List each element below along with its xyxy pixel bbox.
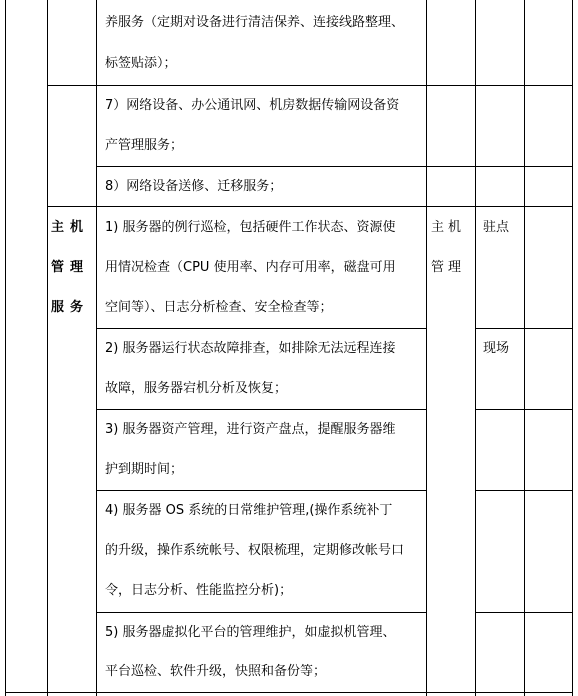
table-column-divider (96, 0, 97, 696)
row-text-line: 护到期时间； (105, 462, 184, 477)
row-text-line: 养服务（定期对设备进行清洁保养、连接线路整理、 (105, 15, 405, 30)
row-text-line: 的升级，操作系统帐号、权限梳理，定期修改帐号口 (105, 543, 405, 558)
row-text-line: 8）网络设备送修、迁移服务； (105, 179, 283, 194)
row-divider (47, 85, 96, 86)
row-divider (475, 490, 573, 491)
row-text-line: 4) 服务器 OS 系统的日常维护管理,(操作系统补丁 (105, 503, 393, 518)
row-text-line: 故障，服务器宕机分析及恢复； (105, 381, 288, 396)
category-label: 管理 (51, 260, 90, 275)
row-divider (475, 612, 573, 613)
row-text-line: 3) 服务器资产管理，进行资产盘点，提醒服务器维 (105, 422, 396, 437)
table-column-divider (475, 0, 476, 696)
table-column-divider (524, 0, 525, 696)
category-label: 主机 (51, 220, 90, 235)
service-mode-label: 现场 (483, 341, 510, 356)
row-text-line: 令，日志分析、性能监控分析)； (105, 583, 293, 598)
service-mode-label: 驻点 (483, 220, 510, 235)
row-text-line: 用情况检查（CPU 使用率、内存可用率，磁盘可用 (105, 260, 396, 275)
row-text-line: 7）网络设备、办公通讯网、机房数据传输网设备资 (105, 98, 400, 113)
row-divider (475, 409, 573, 410)
row-text-line: 产管理服务； (105, 138, 184, 153)
row-text-line: 平台巡检、软件升级，快照和备份等； (105, 664, 327, 679)
type-label: 管理 (431, 260, 466, 275)
row-text-line: 1) 服务器的例行巡检，包括硬件工作状态、资源使 (105, 220, 396, 235)
row-text-line: 5) 服务器虚拟化平台的管理维护，如虚拟机管理、 (105, 625, 396, 640)
row-text-line: 标签贴添）； (105, 56, 177, 71)
row-text-line: 2) 服务器运行状态故障排查，如排除无法远程连接 (105, 341, 396, 356)
row-text-line: 空间等）、日志分析检查、安全检查等； (105, 300, 333, 315)
table-border-bottom (5, 692, 573, 693)
table-border-left (5, 0, 6, 696)
category-label: 服务 (51, 300, 90, 315)
table-column-divider (47, 0, 48, 696)
type-label: 主机 (431, 220, 466, 235)
table-border-right (572, 0, 573, 696)
table-column-divider (426, 0, 427, 696)
